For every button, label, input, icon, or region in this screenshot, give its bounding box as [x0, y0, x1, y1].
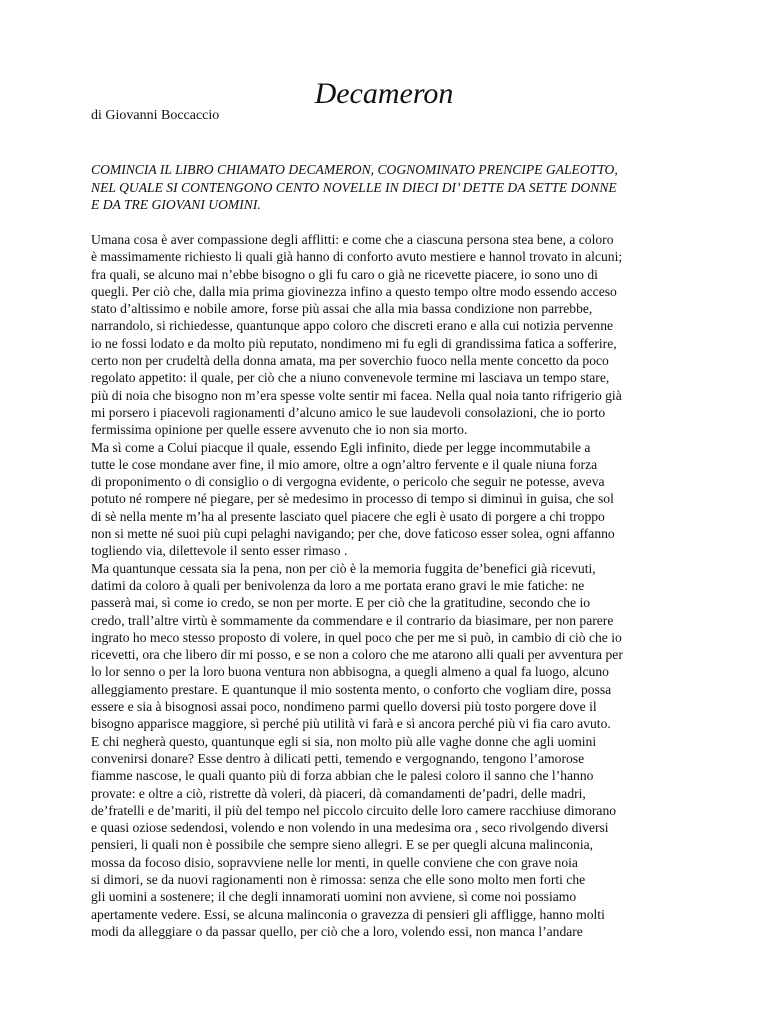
text-line: mossa da focoso disio, sopravviene nelle lor menti, in quelle conviene che con grave noia	[91, 854, 578, 870]
text-line: togliendo via, dilettevole il sento esser rimaso .	[91, 543, 348, 559]
text-line: regolato appetito: il quale, per ciò che a niuno convenevole termine mi lasciava un tempo stare,	[91, 370, 610, 386]
text-line: pensieri, li quali non è possibile che sempre sieno allegri. E se per quegli alcuna malinconia,	[91, 837, 594, 853]
text-line: quegli. Per ciò che, dalla mia prima giovinezza infino a questo tempo oltre modo essendo acceso	[91, 283, 617, 299]
body-text	[91, 231, 711, 940]
text-line: certo non per crudeltà della donna amata, ma per soverchio fuoco nella mente concetto da poco	[91, 353, 609, 369]
text-line: non si mette né suoi più cupi pelaghi navigando; per che, dove faticoso esser solea, ogni affanno	[91, 526, 615, 542]
text-line: di sè nella mente m’ha al presente lasciato quel piacere che egli è usato di porgere a chi troppo	[91, 508, 605, 524]
text-line: è massimamente richiesto li quali già hanno di conforto avuto mestiere e hannol trovato in alcuni;	[91, 249, 623, 265]
text-line: di proponimento o di consiglio o di vergogna evidente, o pericolo che seguir ne potesse, aveva	[91, 474, 605, 490]
text-line: credo, trall’altre virtù è sommamente da commendare e il contrario da biasimare, per non parere	[91, 612, 614, 628]
text-line: Umana cosa è aver compassione degli afflitti: e come che a ciascuna persona stea bene, a coloro	[91, 232, 614, 247]
text-line: Ma quantunque cessata sia la pena, non per ciò è la memoria fuggita de’benefici già ricevuti,	[91, 560, 596, 576]
document-title: Decameron	[314, 77, 454, 110]
text-line: fiamme nascose, le quali quanto più di forza abbian che le palesi coloro il sanno che l’hanno	[91, 768, 594, 784]
chapter-heading	[91, 161, 731, 214]
text-line: potuto né rompere né piegare, per sè medesimo in processo di tempo si diminuì in guisa, che sol	[91, 491, 614, 507]
text-line: gli uomini a sostenere; il che degli innamorati uomini non avviene, sì come noi possiamo	[91, 889, 577, 905]
text-line: passerà mai, sì come io credo, se non per morte. E per ciò che la gratitudine, secondo che io	[91, 595, 591, 611]
text-line: tutte le cose mondane aver fine, il mio amore, oltre a ogn’altro fervente e il quale niuna forza	[91, 456, 598, 472]
text-line: fra quali, se alcuno mai n’ebbe bisogno o gli fu caro o già ne ricevette piacere, io sono uno di	[91, 266, 598, 282]
text-line: convenirsi donare? Esse dentro à dilicati petti, temendo e vergognando, tengono l’amorose	[91, 750, 585, 766]
heading-line: COMINCIA IL LIBRO CHIAMATO DECAMERON, COGNOMINATO PRENCIPE GALEOTTO,	[91, 162, 618, 177]
text-line: si dimori, se da nuovi ragionamenti non è rimossa: senza che elle sono molto men forti che	[91, 871, 586, 887]
heading-line: NEL QUALE SI CONTENGONO CENTO NOVELLE IN DIECI DI’ DETTE DA SETTE DONNE	[91, 179, 617, 195]
text-line: più di noia che bisogno non m’era spesse volte sentir mi facea. Nella qual noia tanto rifrigerio già	[91, 387, 622, 403]
text-line: E chi negherà questo, quantunque egli si sia, non molto più alle vaghe donne che agli uomini	[91, 733, 597, 749]
text-line: io ne fossi lodato e da molto più reputato, nondimeno mi fu egli di grandissima fatica a sofferire,	[91, 335, 617, 351]
text-line: apertamente vedere. Essi, se alcuna malinconia o gravezza di pensieri gli affligge, hanno molti	[91, 906, 605, 922]
text-line: mi porsero i piacevoli ragionamenti d’alcuno amico le sue laudevoli consolazioni, che io porto	[91, 404, 606, 420]
text-line: stato d’altissimo e nobile amore, forse più assai che alla mia bassa condizione non parrebbe,	[91, 301, 593, 317]
text-line: fermissima opinione per quelle essere avvenuto che io non sia morto.	[91, 422, 468, 438]
text-line: alleggiamento prestare. E quantunque il mio sostenta mento, o conforto che vogliam dire, possa	[91, 681, 612, 697]
text-line: ricevetti, ora che libero dir mi posso, e se non a coloro che me atarono alli quali per avventura per	[91, 647, 623, 663]
text-line: narrandolo, si richiedesse, quantunque appo coloro che discreti erano e alla cui notizia pervenne	[91, 318, 614, 334]
document-author: di Giovanni Boccaccio	[91, 108, 220, 123]
text-line: ingrato ho meco stesso proposto di volere, in quel poco che per me si può, in cambio di ciò che io	[91, 629, 622, 645]
text-line: de’fratelli e de’mariti, il più del tempo nel piccolo circuito delle loro camere racchiuse dimorano	[91, 802, 617, 818]
text-line: essere e sia à bisognosi assai poco, nondimeno parmi quello doversi più tosto porgere dove il	[91, 699, 597, 715]
text-line: lo lor senno o per la loro buona ventura non abbisogna, a quegli almeno a qual fa luogo, alcuno	[91, 664, 609, 680]
text-line: provate: e oltre a ciò, ristrette dà voleri, dà piaceri, dà comandamenti de’padri, delle madri,	[91, 785, 586, 801]
text-line: modi da alleggiare o da passar quello, per ciò che a loro, volendo essi, non manca l’andare	[91, 923, 583, 939]
heading-line: E DA TRE GIOVANI UOMINI.	[91, 197, 261, 212]
text-line: e quasi oziose sedendosi, volendo e non volendo in una medesima ora , seco rivolgendo diversi	[91, 820, 609, 836]
text-line: datimi da coloro à quali per benivolenza da loro a me portata erano gravi le mie fatiche: ne	[91, 577, 585, 593]
text-line: Ma sì come a Colui piacque il quale, essendo Egli infinito, diede per legge incommutabile a	[91, 439, 591, 455]
text-line: bisogno apparisce maggiore, sì perché più utilità vi farà e sì ancora perché più vi fia caro avuto.	[91, 716, 611, 732]
